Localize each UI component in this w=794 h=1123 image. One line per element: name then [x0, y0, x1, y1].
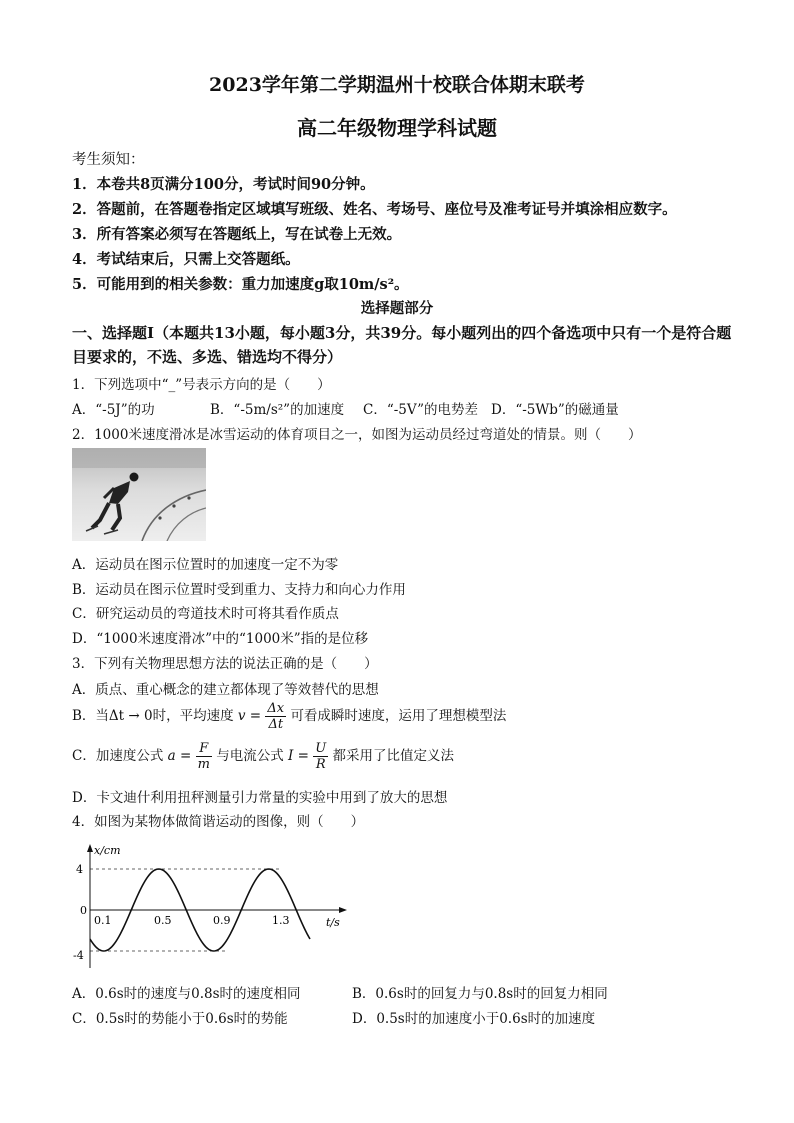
notice-heading: 考生须知：	[72, 152, 145, 168]
notice-item-5: 5．可能用到的相关参数：重力加速度g取10m/s²。	[72, 276, 409, 293]
q3-c-voltage: U	[315, 741, 327, 756]
q4-option-b: B．0.6s时的回复力与0.8s时的回复力相同	[352, 986, 608, 1002]
q1-stem: 1．下列选项中“_”号表示方向的是（ ）	[72, 377, 331, 393]
y-axis-arrow	[87, 844, 93, 852]
y-tick-4: 4	[76, 863, 83, 876]
q4-stem: 4．如图为某物体做简谐运动的图像，则（ ）	[72, 814, 365, 830]
q2-stem: 2．1000米速度滑冰是冰雪运动的体育项目之一，如图为运动员经过弯道处的情景。则（ ）	[72, 427, 642, 443]
x-tick-1-3: 1.3	[272, 914, 290, 927]
q3-stem: 3．下列有关物理思想方法的说法正确的是（ ）	[72, 656, 378, 672]
q4-option-c: C．0.5s时的势能小于0.6s时的势能	[72, 1011, 288, 1027]
q3-b-numerator: Δx	[267, 701, 285, 716]
q3-c-text-pre: C．加速度公式	[72, 748, 164, 764]
q3-b-text-pre: B．当Δt → 0时，平均速度	[72, 708, 234, 724]
q3-c-current: I =	[288, 748, 309, 764]
y-tick-neg4: -4	[73, 949, 84, 962]
notice-item-3: 3．所有答案必须写在答题纸上，写在试卷上无效。	[72, 226, 402, 243]
y-axis-label: x/cm	[94, 844, 121, 857]
q3-c-mass: m	[197, 757, 210, 772]
shm-graph	[60, 838, 360, 978]
q2-option-d: D．“1000米速度滑冰”中的“1000米”指的是位移	[72, 631, 369, 647]
x-tick-0-9: 0.9	[213, 914, 231, 927]
q3-c-fraction-a	[196, 741, 212, 772]
notice-item-2: 2．答题前，在答题卷指定区域填写班级、姓名、考场号、座位号及准考证号并填涂相应数字。	[72, 201, 677, 218]
x-axis-arrow	[339, 907, 347, 913]
notice-item-1: 1．本卷共8页满分100分，考试时间90分钟。	[72, 176, 375, 193]
q2-option-a: A．运动员在图示位置时的加速度一定不为零	[72, 557, 339, 573]
section-title: 选择题部分	[360, 300, 434, 317]
q3-c-accel: a =	[167, 748, 192, 764]
q3-b-fraction	[265, 701, 286, 732]
q2-option-b: B．运动员在图示位置时受到重力、支持力和向心力作用	[72, 582, 406, 598]
q2-option-c: C．研究运动员的弯道技术时可将其看作质点	[72, 606, 339, 622]
q3-b-text-post: 可看成瞬时速度，运用了理想模型法	[290, 708, 507, 724]
q1-option-d: D．“-5Wb”的磁通量	[491, 402, 619, 418]
q3-c-force: F	[196, 741, 212, 757]
q1-option-b: B．“-5m/s²”的加速度	[210, 402, 345, 418]
q3-c-fraction-i	[313, 741, 328, 772]
q4-option-a: A．0.6s时的速度与0.8s时的速度相同	[72, 986, 301, 1002]
notice-item-4: 4．考试结束后，只需上交答题纸。	[72, 251, 300, 268]
x-axis-label: t/s	[326, 916, 340, 929]
q3-option-c	[72, 741, 454, 772]
q3-b-velocity: v =	[237, 708, 262, 724]
q3-c-text-post: 都采用了比值定义法	[332, 748, 455, 764]
q1-option-a: A．“-5J”的功	[72, 402, 155, 418]
section-instructions: 一、选择题Ⅰ（本题共13小题，每小题3分，共39分。每小题列出的四个备选项中只有一个是符合题目要求的，不选、多选、错选均不得分）	[72, 324, 732, 366]
q3-c-resistance: R	[315, 757, 326, 772]
q3-option-a: A．质点、重心概念的建立都体现了等效替代的思想	[72, 682, 379, 698]
q4-option-d: D．0.5s时的加速度小于0.6s时的加速度	[352, 1011, 596, 1027]
q3-c-text-mid: 与电流公式	[216, 748, 284, 764]
q3-option-b	[72, 701, 506, 732]
exam-title: 2023学年第二学期温州十校联合体期末联考	[209, 74, 585, 96]
q3-b-denominator: Δt	[268, 717, 284, 732]
q3-option-d: D．卡文迪什利用扭秤测量引力常量的实验中用到了放大的思想	[72, 790, 448, 806]
x-tick-0-5: 0.5	[154, 914, 172, 927]
speed-skater-photo	[72, 448, 206, 541]
x-tick-0-1: 0.1	[94, 914, 112, 927]
q1-option-c: C．“-5V”的电势差	[363, 402, 479, 418]
exam-subtitle: 高二年级物理学科试题	[297, 116, 497, 140]
y-tick-0: 0	[80, 904, 87, 917]
